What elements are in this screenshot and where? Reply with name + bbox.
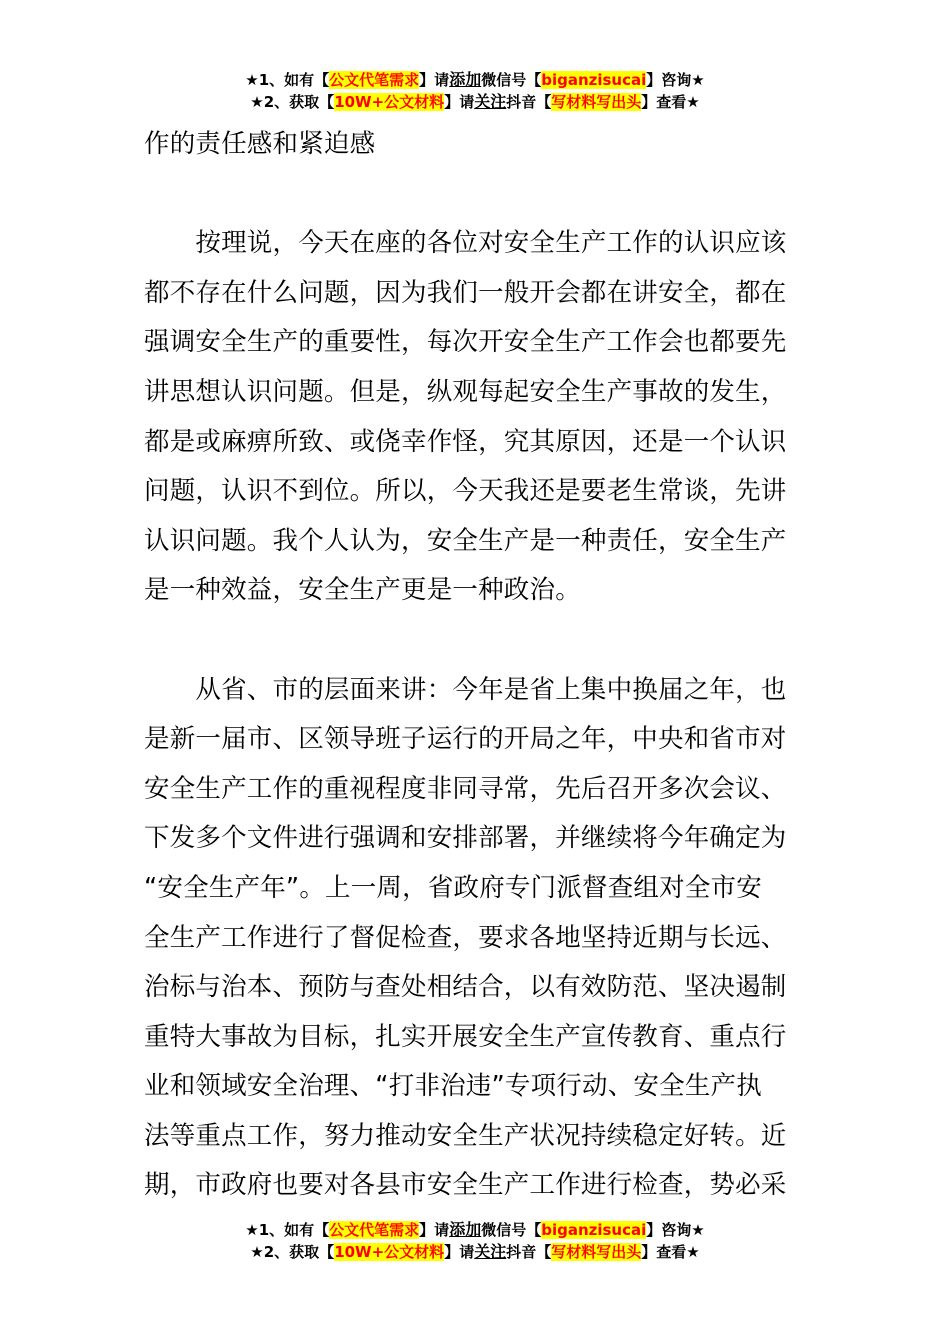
text-line: 治标与治本、预防与查处相结合，以有效防范、坚决遏制 [144,972,787,1003]
text-line: 全生产工作进行了督促检查，要求各地坚持近期与长远、 [144,922,787,953]
text-line: 期，市政府也要对各县市安全生产工作进行检查，势必采 [144,1170,787,1201]
banner-emphasis: 添加 [449,1220,482,1239]
text-line: 认识问题。我个人认为，安全生产是一种责任，安全生产 [144,525,787,556]
banner-text: ★2、获取【 [250,1243,335,1261]
banner-line-2 [0,1241,950,1263]
text-line: 问题，认识不到位。所以，今天我还是要老生常谈，先讲 [144,476,787,507]
text-line: 强调安全生产的重要性，每次开安全生产工作会也都要先 [144,327,787,358]
banner-text: 微信号【 [481,1221,542,1239]
banner-text: 】咨询★ [646,71,705,89]
banner-text: 微信号【 [481,71,542,89]
banner-emphasis: 关注 [474,92,507,111]
banner-highlight: 公文代笔需求 [329,1221,420,1239]
banner-line-2 [0,91,950,113]
text-line: 重特大事故为目标，扎实开展安全生产宣传教育、重点行 [144,1021,787,1052]
document-body [144,120,809,1211]
text-line: 讲思想认识问题。但是，纵观每起安全生产事故的发生， [144,376,787,407]
banner-text: 】咨询★ [646,1221,705,1239]
banner-text: 】请 [419,1221,450,1239]
banner-text: 】查看★ [641,1243,700,1261]
banner-text: 抖音【 [506,93,552,111]
banner-text: 抖音【 [506,1243,552,1261]
text-line: 业和领域安全治理、“打非治违”专项行动、安全生产执 [144,1071,762,1102]
banner-highlight: 写材料写出头 [551,93,642,111]
banner-line-1 [0,1219,950,1241]
banner-emphasis: 添加 [449,70,482,89]
text-line: 作的责任感和紧迫感 [144,129,376,159]
banner-highlight: 写材料写出头 [551,1243,642,1261]
banner-highlight: 10W+公文材料 [334,93,445,111]
banner-text: ★2、获取【 [250,93,335,111]
text-line: 按理说，今天在座的各位对安全生产工作的认识应该 [144,228,787,259]
banner-text: ★1、如有【 [245,71,330,89]
banner-highlight: biganzisucai [541,1221,647,1239]
header-banner [0,69,950,113]
banner-text: 】请 [444,93,475,111]
banner-highlight: biganzisucai [541,71,647,89]
text-line: 法等重点工作，努力推动安全生产状况持续稳定好转。近 [144,1120,787,1151]
footer-banner [0,1219,950,1263]
text-line: 是新一届市、区领导班子运行的开局之年，中央和省市对 [144,724,787,755]
text-line: 都是或麻痹所致、或侥幸作怪，究其原因，还是一个认识 [144,426,787,457]
banner-text: 】查看★ [641,93,700,111]
banner-highlight: 公文代笔需求 [329,71,420,89]
text-line: 从省、市的层面来讲：今年是省上集中换届之年，也 [144,674,787,705]
banner-highlight: 10W+公文材料 [334,1243,445,1261]
banner-text: 】请 [419,71,450,89]
banner-text: 】请 [444,1243,475,1261]
text-line: “安全生产年”。上一周，省政府专门派督查组对全市安 [144,872,762,903]
paragraph-gap [144,616,809,666]
banner-emphasis: 关注 [474,1242,507,1261]
text-line: 都不存在什么问题，因为我们一般开会都在讲安全，都在 [144,277,787,308]
paragraph-gap [144,170,809,220]
text-line: 是一种效益，安全生产更是一种政治。 [144,575,581,606]
banner-line-1 [0,69,950,91]
banner-text: ★1、如有【 [245,1221,330,1239]
text-line: 安全生产工作的重视程度非同寻常，先后召开多次会议、 [144,773,787,804]
text-line: 下发多个文件进行强调和安排部署，并继续将今年确定为 [144,823,787,854]
